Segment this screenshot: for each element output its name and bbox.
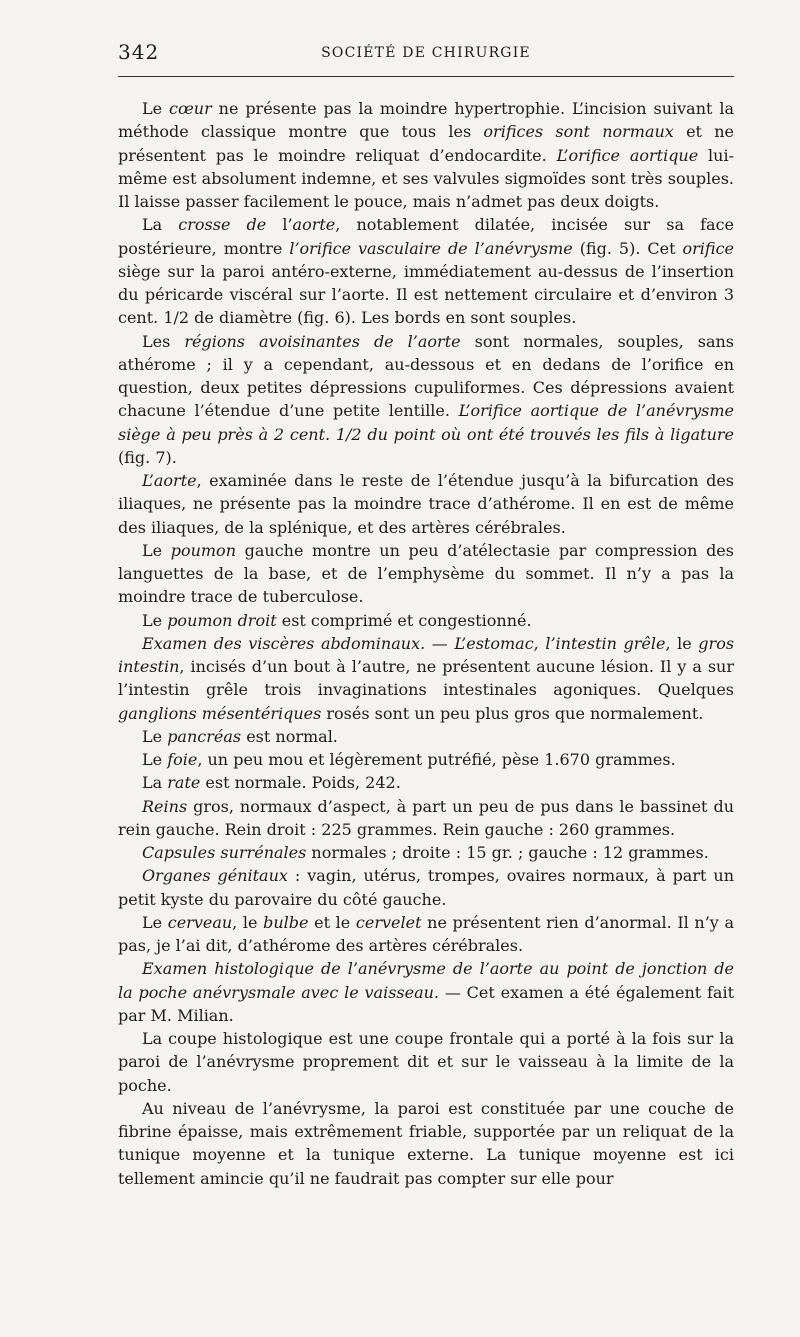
text-run: La [142, 773, 168, 793]
paragraph [118, 957, 734, 1027]
italic-run: l’orifice vasculaire de l’anévrysme [289, 238, 573, 258]
text-run: — Cet examen a été également fait par M. Milian. [118, 982, 735, 1025]
paragraph [118, 609, 734, 632]
header-rule [118, 76, 734, 77]
paragraph [118, 1027, 734, 1097]
text-run: ne présentent rien d’anormal. Il n’y a pas, je l’ai dit, d’athérome des artères cérébrales. [118, 912, 735, 955]
paragraph [118, 1097, 734, 1190]
page-header [118, 40, 734, 74]
text-run: Au niveau de l’anévrysme, la paroi est constituée par une couche de fibrine épaisse, mais extrêmement friable, supportée par un reliquat de la tunique moyenne et la tunique externe. La tunique moyenne est ici tellement amincie qu’il ne faudrait pas compter sur elle pour [118, 1098, 734, 1188]
text-run: est normale. Poids, 242. [200, 773, 401, 793]
text-run: , le [232, 912, 264, 932]
paragraph [118, 911, 734, 958]
paragraph [118, 632, 734, 725]
text-run: , un peu mou et légèrement putréfié, pèse 1.670 grammes. [197, 750, 676, 769]
italic-run: Capsules surrénales [142, 843, 307, 862]
paragraph [118, 97, 734, 213]
text-run: , notablement dilatée, incisée sur sa face postérieure, montre [118, 215, 735, 258]
text-run: , [533, 633, 546, 653]
paragraph [118, 771, 734, 794]
text-run: gauche montre un peu d’atélectasie par compression des languettes de la base, et de l’emphysème du sommet. Il n’y a pas la moindre trace de tuberculose. [118, 540, 734, 607]
text-run: siège sur la paroi antéro-externe, immédiatement au-dessus de l’insertion du péricarde viscéral sur l’aorte. Il est nettement circulaire et d’environ 3 cent. 1/2 de diamètre (fig. 6). Les bords en sont souples. [118, 261, 734, 328]
text-run: gros, normaux d’aspect, à part un peu de pus dans le bassinet du rein gauche. Rein droit : 225 grammes. Rein gauche : 260 grammes. [118, 796, 734, 839]
text-run: , incisés d’un bout à l’autre, ne présentent aucune lésion. Il y a sur l’intestin grêle trois invaginations intestinales agoniques. Quelques [118, 657, 734, 700]
italic-run: L’orifice aortique de l’anévrysme siège à peu près à 2 cent. 1/2 du point où ont été trouvés les fils à ligature [118, 401, 734, 444]
paragraph [118, 330, 734, 470]
text-run: , le [665, 633, 699, 653]
text-run: Le [142, 912, 168, 932]
text-run: : vagin, utérus, trompes, ovaires normaux, à part un petit kyste du parovaire du côté gauche. [118, 866, 734, 909]
text-run: ne présente pas la moindre hypertrophie. L’incision suivant la méthode classique montre que tous les [118, 99, 734, 142]
italic-run: Organes génitaux [142, 866, 288, 886]
text-run: est normal. [241, 726, 338, 746]
italic-run: L’aorte [142, 471, 197, 490]
italic-run: régions avoisinantes de l’aorte [184, 331, 461, 351]
text-run: lui-même est absolument indemne, et ses valvules sigmoïdes sont très souples. Il laisse passer facilement le pouce, mais n’admet pas deux doigts. [118, 145, 734, 211]
paragraph [118, 539, 734, 609]
italic-run: L’orifice aortique [556, 145, 699, 165]
paragraph [118, 795, 734, 842]
text-run: normales ; droite : 15 gr. ; gauche : 12 grammes. [306, 843, 709, 862]
italic-run: l’intestin grêle [545, 633, 666, 653]
italic-run: ganglions mésentériques [118, 703, 322, 723]
text-run: — [425, 633, 455, 653]
italic-run: foie [167, 750, 198, 769]
text-run: Le [142, 726, 168, 746]
text-run: (fig. 7). [118, 447, 177, 467]
italic-run: orifices sont normaux [483, 122, 674, 142]
paragraph [118, 725, 734, 748]
italic-run: rate [167, 773, 201, 793]
text-run: (fig. 5). Cet [572, 238, 683, 258]
text-run: rosés sont un peu plus gros que normalement. [321, 703, 704, 723]
text-run: Le [142, 750, 168, 769]
text-run: Les [142, 331, 185, 351]
italic-run: Reins [142, 796, 188, 816]
page-number: 342 [118, 40, 160, 64]
italic-run: gros intestin [118, 633, 735, 676]
italic-run: L’estomac [454, 633, 534, 653]
running-title: SOCIÉTÉ DE CHIRURGIE [321, 45, 531, 61]
text-run: Le [142, 540, 171, 560]
italic-run: poumon droit [167, 610, 277, 630]
text-run: La [142, 215, 179, 235]
paragraph [118, 864, 734, 911]
italic-run: cerveau [167, 912, 233, 932]
italic-run: cervelet [355, 912, 422, 932]
text-run: Le [142, 99, 169, 118]
italic-run: pancréas [167, 726, 242, 746]
italic-run: crosse de [178, 215, 267, 235]
italic-run: orifice [682, 238, 735, 258]
italic-run: Examen des viscères abdominaux. [142, 633, 426, 653]
paragraph [118, 841, 734, 864]
text-run: La coupe histologique est une coupe frontale qui a porté à la fois sur la paroi de l’anévrysme proprement dit et sur le vaisseau à la limite de la poche. [118, 1029, 734, 1095]
text-run: sont normales, souples, sans athérome ; il y a cependant, au-dessous et en dedans de l’orifice en question, deux petites dépressions cupuliformes. Ces dépressions avaient chacune l’étendue d’une petite lentille. [118, 331, 735, 421]
italic-run: poumon [170, 540, 236, 560]
text-run: , examinée dans le reste de l’étendue jusqu’à la bifurcation des iliaques, ne présente pas la moindre trace d’athérome. Il en est de même des iliaques, de la splénique, et des artères cérébrales. [118, 471, 734, 537]
text-run: Le [142, 610, 168, 630]
italic-run: aorte [292, 215, 336, 235]
body-text [118, 97, 734, 1190]
text-run: est comprimé et congestionné. [276, 610, 532, 630]
paragraph [118, 469, 734, 539]
italic-run: cœur [169, 99, 212, 118]
text-run: et ne présentent pas le moindre reliquat d’endocardite. [118, 122, 735, 165]
paragraph [118, 213, 734, 329]
text-run: l’ [266, 215, 293, 235]
text-run: et le [308, 912, 356, 932]
italic-run: Examen histologique de l’anévrysme de l’aorte au point de jonction de la poche anévrysmale avec le vaisseau. [118, 959, 734, 1002]
paragraph [118, 748, 734, 771]
italic-run: bulbe [263, 912, 309, 932]
